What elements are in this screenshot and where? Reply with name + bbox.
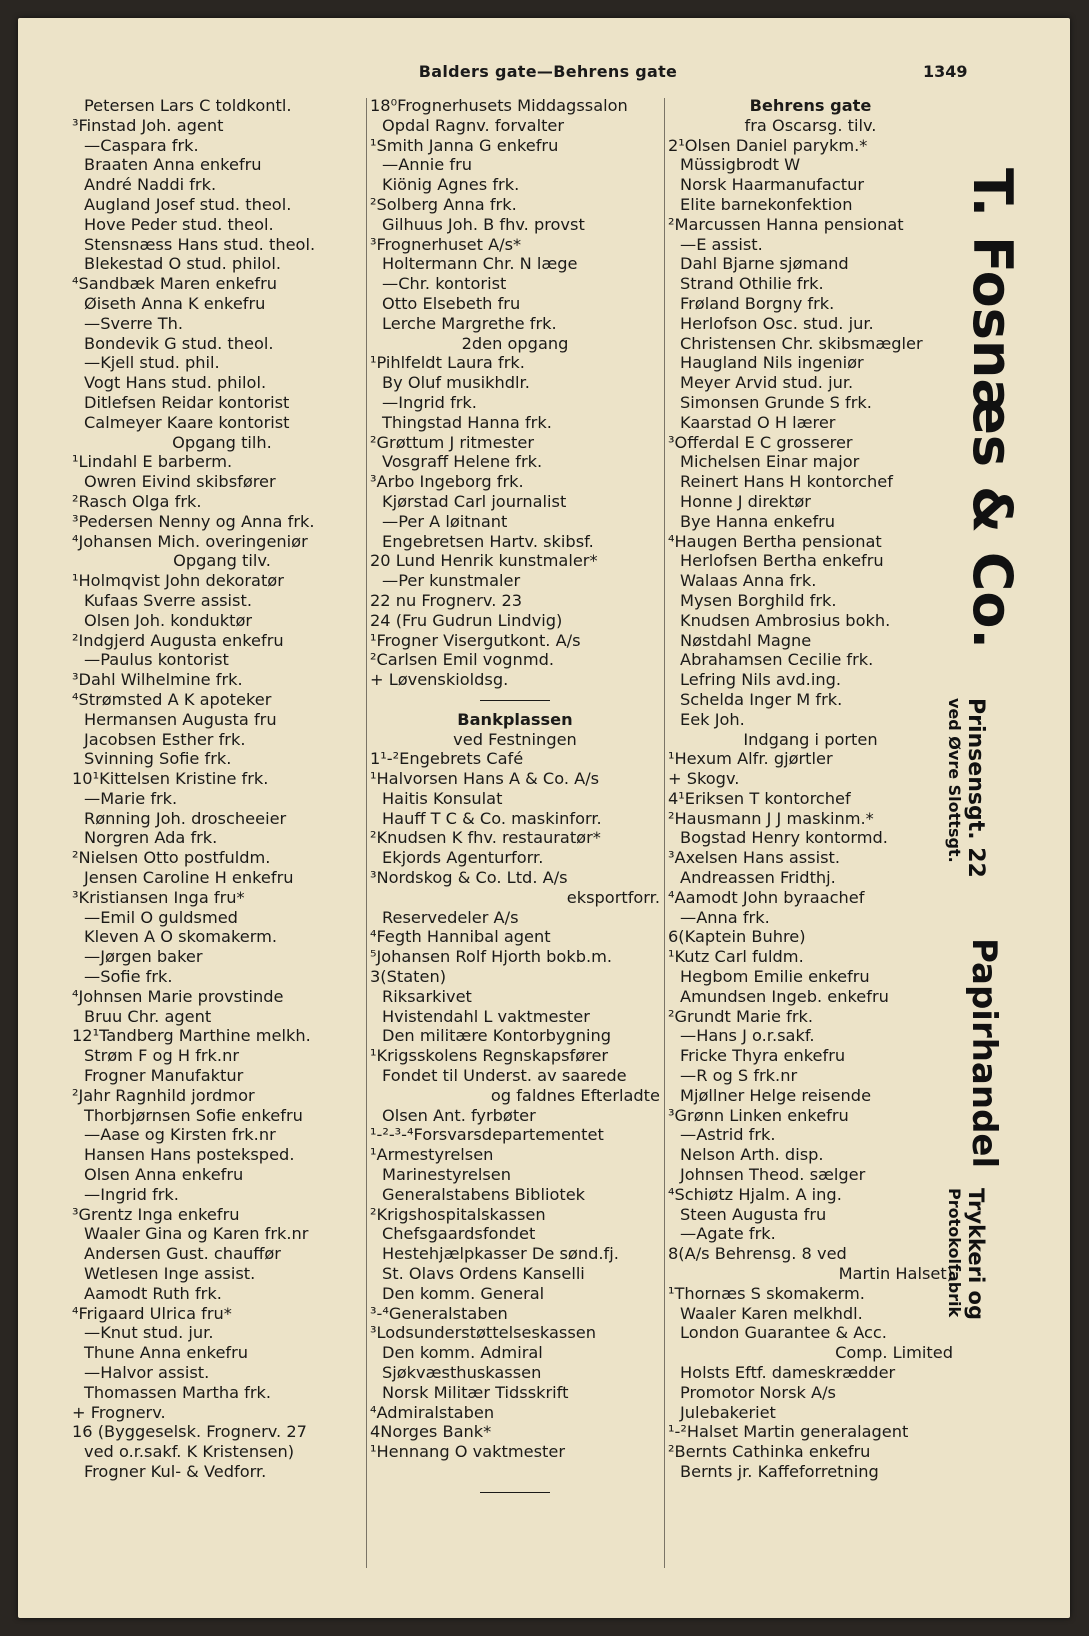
directory-entry: Haugland Nils ingeniør — [680, 353, 864, 373]
directory-entry: ¹Lindahl E barberm. — [72, 452, 233, 472]
directory-entry: 1¹-²Engebrets Café — [370, 749, 524, 769]
directory-entry: Augland Josef stud. theol. — [84, 194, 292, 214]
directory-entry: Olsen Anna enkefru — [84, 1165, 244, 1185]
directory-entry: Norsk Militær Tidsskrift — [382, 1382, 569, 1402]
directory-entry: eksportforr. — [566, 887, 660, 907]
directory-entry: Hestehjælpkasser De sønd.fj. — [382, 1244, 619, 1264]
directory-entry: Fondet til Underst. av saarede — [382, 1066, 627, 1086]
directory-column-1 — [72, 96, 372, 1482]
directory-entry: ¹Smith Janna G enkefru — [370, 135, 559, 155]
directory-entry: Kufaas Sverre assist. — [84, 590, 252, 610]
directory-entry: ⁴Admiralstaben — [370, 1402, 495, 1422]
directory-entry: Frogner Manufaktur — [84, 1066, 244, 1086]
directory-entry: Opgang tilv. — [173, 551, 271, 571]
directory-entry: Vogt Hans stud. philol. — [84, 373, 267, 393]
directory-entry: Generalstabens Bibliotek — [382, 1184, 586, 1204]
directory-entry: Reinert Hans H kontorchef — [680, 472, 893, 492]
directory-entry: Bondevik G stud. theol. — [84, 333, 274, 353]
directory-entry: + Skogv. — [668, 769, 740, 789]
directory-entry: 16 (Byggeselsk. Frognerv. 27 — [72, 1422, 307, 1442]
directory-entry: Waaler Gina og Karen frk.nr — [84, 1224, 309, 1244]
directory-entry: Ditlefsen Reidar kontorist — [84, 392, 290, 412]
directory-entry: Øiseth Anna K enkefru — [84, 293, 266, 313]
directory-entry: —Per A løitnant — [382, 511, 508, 531]
directory-entry: Thune Anna enkefru — [84, 1343, 249, 1363]
directory-entry: Jacobsen Esther frk. — [84, 729, 246, 749]
directory-entry: + Frognerv. — [72, 1402, 166, 1422]
directory-entry: Kiönig Agnes frk. — [382, 175, 520, 195]
directory-entry: Den komm. General — [382, 1283, 545, 1303]
directory-entry: ²Bernts Cathinka enkefru — [668, 1442, 871, 1462]
directory-entry: 3(Staten) — [370, 967, 447, 987]
directory-entry: ³Axelsen Hans assist. — [668, 848, 841, 868]
directory-entry: Thomassen Martha frk. — [84, 1382, 272, 1402]
directory-entry: ¹-²Halset Martin generalagent — [668, 1422, 909, 1442]
directory-entry: 18⁰Frognerhusets Middagssalon — [370, 96, 628, 115]
directory-entry: ⁴Schiøtz Hjalm. A ing. — [668, 1184, 842, 1204]
directory-entry: Walaas Anna frk. — [680, 571, 817, 591]
directory-entry: Promotor Norsk A/s — [680, 1382, 836, 1402]
directory-entry: —Ingrid frk. — [382, 392, 477, 412]
ad-address-line1: Prinsensgt. 22 — [963, 698, 988, 878]
directory-entry: ved o.r.sakf. K Kristensen) — [84, 1442, 295, 1462]
directory-entry: Herlofson Osc. stud. jur. — [680, 313, 874, 333]
directory-entry: ¹Pihlfeldt Laura frk. — [370, 353, 525, 373]
section-heading: Behrens gate — [749, 96, 872, 115]
directory-entry: Wetlesen Inge assist. — [84, 1264, 256, 1284]
directory-entry: 10¹Kittelsen Kristine frk. — [72, 769, 269, 789]
directory-entry: Hermansen Augusta fru — [84, 709, 277, 729]
directory-entry: ³Frognerhuset A/s* — [370, 234, 522, 254]
directory-entry: Opgang tilh. — [172, 432, 272, 452]
directory-entry: —Hans J o.r.sakf. — [680, 1026, 815, 1046]
directory-entry: Lefring Nils avd.ing. — [680, 670, 842, 690]
directory-entry: ²Carlsen Emil vognmd. — [370, 650, 555, 670]
directory-entry: ³Nordskog & Co. Ltd. A/s — [370, 868, 568, 888]
directory-entry: —Sofie frk. — [84, 967, 173, 987]
directory-entry: Jensen Caroline H enkefru — [84, 868, 294, 888]
page-number: 1349 — [923, 62, 968, 81]
ad-company-name: T. Fosnæs & Co. — [961, 168, 1024, 649]
directory-entry: Nøstdahl Magne — [680, 630, 812, 650]
directory-entry: Stensnæss Hans stud. theol. — [84, 234, 316, 254]
directory-entry: —Emil O guldsmed — [84, 907, 238, 927]
directory-entry: Elite barnekonfektion — [680, 194, 853, 214]
ad-address-line2: ved Øvre Slottsgt. — [945, 698, 964, 863]
directory-entry: Holtermann Chr. N læge — [382, 254, 578, 274]
directory-entry: Bogstad Henry kontormd. — [680, 828, 888, 848]
directory-entry: Norgren Ada frk. — [84, 828, 218, 848]
directory-page — [18, 18, 1070, 1618]
directory-entry: Haitis Konsulat — [382, 788, 503, 808]
directory-entry: Abrahamsen Cecilie frk. — [680, 650, 874, 670]
directory-entry: Sjøkvæsthuskassen — [382, 1363, 542, 1382]
directory-entry: ³Pedersen Nenny og Anna frk. — [72, 511, 315, 531]
directory-entry: Ekjords Agenturforr. — [382, 848, 544, 868]
directory-entry: Andreassen Fridthj. — [680, 868, 836, 888]
directory-entry: Indgang i porten — [743, 729, 878, 749]
directory-entry: + Løvenskioldsg. — [370, 670, 509, 690]
directory-entry: Braaten Anna enkefru — [84, 155, 262, 175]
directory-entry: —Caspara frk. — [84, 135, 199, 155]
directory-entry: Otto Elsebeth fru — [382, 293, 521, 313]
directory-entry: Herlofsen Bertha enkefru — [680, 551, 884, 571]
directory-entry: 6(Kaptein Buhre) — [668, 927, 806, 947]
directory-entry: Owren Eivind skibsfører — [84, 472, 276, 492]
directory-entry: Olsen Joh. konduktør — [84, 610, 253, 630]
directory-entry: ²Marcussen Hanna pensionat — [668, 214, 904, 234]
directory-entry: —Marie frk. — [84, 788, 178, 808]
directory-entry: Kaarstad O H lærer — [680, 412, 836, 432]
directory-entry: ⁵Johansen Rolf Hjorth bokb.m. — [370, 947, 613, 967]
directory-entry: Simonsen Grunde S frk. — [680, 392, 872, 412]
section-rule — [370, 690, 660, 710]
directory-entry: og faldnes Efterladte — [490, 1085, 660, 1105]
directory-entry — [370, 1462, 660, 1482]
directory-entry: ⁴Frigaard Ulrica fru* — [72, 1303, 232, 1323]
directory-entry: ²Nielsen Otto postfuldm. — [72, 848, 271, 868]
directory-entry: —Halvor assist. — [84, 1363, 210, 1382]
directory-entry: Hansen Hans posteksped. — [84, 1145, 295, 1165]
directory-entry: ¹-²-³-⁴Forsvarsdepartementet — [370, 1125, 604, 1145]
directory-entry: 8(A/s Behrensg. 8 ved — [668, 1244, 847, 1264]
directory-entry: Bruu Chr. agent — [84, 1006, 212, 1026]
directory-entry: ¹Halvorsen Hans A & Co. A/s — [370, 769, 600, 789]
section-heading: Bankplassen — [457, 709, 573, 729]
directory-entry: ⁴Aamodt John byraachef — [668, 887, 865, 907]
directory-entry: —Sverre Th. — [84, 313, 184, 333]
directory-entry: —E assist. — [680, 234, 763, 254]
directory-entry: Müssigbrodt W — [680, 155, 801, 175]
directory-entry: Aamodt Ruth frk. — [84, 1283, 222, 1303]
directory-entry: Gilhuus Joh. B fhv. provst — [382, 214, 585, 234]
directory-entry: Martin Halset) — [838, 1264, 953, 1284]
directory-entry: Christensen Chr. skibsmægler — [680, 333, 923, 353]
directory-entry: André Naddi frk. — [84, 175, 217, 195]
directory-entry: Reservedeler A/s — [382, 907, 519, 927]
directory-entry: ⁴Fegth Hannibal agent — [370, 927, 551, 947]
directory-entry: Olsen Ant. fyrbøter — [382, 1105, 536, 1125]
directory-entry: —Astrid frk. — [680, 1125, 776, 1145]
directory-entry: Dahl Bjarne sjømand — [680, 254, 849, 274]
directory-entry: ³Grentz Inga enkefru — [72, 1204, 240, 1224]
directory-entry: ²Grundt Marie frk. — [668, 1006, 813, 1026]
directory-entry: Andersen Gust. chauffør — [84, 1244, 281, 1264]
directory-entry: Schelda Inger M frk. — [680, 689, 843, 709]
directory-entry: Amundsen Ingeb. enkefru — [680, 986, 889, 1006]
directory-entry: 20 Lund Henrik kunstmaler* — [370, 551, 598, 571]
directory-entry: Comp. Limited — [835, 1343, 953, 1363]
directory-column-3 — [668, 96, 953, 1482]
directory-entry: Svinning Sofie frk. — [84, 749, 232, 769]
directory-entry: ved Festningen — [453, 729, 577, 749]
directory-entry: ²Grøttum J ritmester — [370, 432, 535, 452]
directory-entry: 4¹Eriksen T kontorchef — [668, 788, 851, 808]
directory-entry: —Knut stud. jur. — [84, 1323, 214, 1343]
ad-business: Papirhandel — [964, 938, 1004, 1169]
directory-entry: Hvistendahl L vaktmester — [382, 1006, 590, 1026]
directory-entry: ¹Kutz Carl fuldm. — [668, 947, 804, 967]
directory-entry: —Jørgen baker — [84, 947, 203, 967]
directory-entry: —Kjell stud. phil. — [84, 353, 220, 373]
directory-entry: By Oluf musikhdlr. — [382, 373, 530, 393]
directory-entry: Holsts Eftf. dameskrædder — [680, 1363, 896, 1382]
directory-entry: ²Jahr Ragnhild jordmor — [72, 1085, 255, 1105]
directory-entry: Mjøllner Helge reisende — [680, 1085, 872, 1105]
directory-entry: Hove Peder stud. theol. — [84, 214, 274, 234]
directory-entry: ¹Frogner Visergutkont. A/s — [370, 630, 581, 650]
directory-entry: 2¹Olsen Daniel parykm.* — [668, 135, 868, 155]
directory-entry: Thorbjørnsen Sofie enkefru — [84, 1105, 303, 1125]
directory-entry: ²Knudsen K fhv. restauratør* — [370, 828, 601, 848]
directory-entry: Rønning Joh. droscheeier — [84, 808, 287, 828]
directory-entry: ²Indgjerd Augusta enkefru — [72, 630, 284, 650]
directory-entry: ³Arbo Ingeborg frk. — [370, 472, 524, 492]
directory-entry: Kjørstad Carl journalist — [382, 491, 567, 511]
directory-entry: Vosgraff Helene frk. — [382, 452, 543, 472]
directory-entry: ¹Krigsskolens Regnskapsfører — [370, 1046, 609, 1066]
directory-entry: Meyer Arvid stud. jur. — [680, 373, 854, 393]
directory-entry: —R og S frk.nr — [680, 1066, 798, 1086]
directory-entry: ³Lodsunderstøttelseskassen — [370, 1323, 597, 1343]
directory-entry: Strand Othilie frk. — [680, 274, 824, 294]
directory-entry: ⁴Johansen Mich. overingeniør — [72, 531, 308, 551]
section-rule — [370, 1482, 660, 1502]
directory-entry: Engebretsen Hartv. skibsf. — [382, 531, 594, 551]
directory-entry: ²Solberg Anna frk. — [370, 194, 517, 214]
directory-column-2 — [370, 96, 660, 1502]
directory-entry: Den militære Kontorbygning — [382, 1026, 612, 1046]
directory-entry: Frogner Kul- & Vedforr. — [84, 1461, 267, 1481]
directory-entry: Chefsgaardsfondet — [382, 1224, 536, 1244]
directory-entry: Lerche Margrethe frk. — [382, 313, 557, 333]
directory-entry: ³Offerdal E C grosserer — [668, 432, 853, 452]
directory-entry: Bernts jr. Kaffeforretning — [680, 1461, 879, 1481]
directory-entry: London Guarantee & Acc. — [680, 1323, 887, 1343]
directory-entry: ¹Armestyrelsen — [370, 1145, 494, 1165]
directory-entry: Honne J direktør — [680, 491, 811, 511]
directory-entry: —Aase og Kirsten frk.nr — [84, 1125, 276, 1145]
directory-entry: Eek Joh. — [680, 709, 745, 729]
directory-entry: ¹Thornæs S skomakerm. — [668, 1283, 865, 1303]
directory-entry: —Anna frk. — [680, 907, 770, 927]
directory-entry: ⁴Johnsen Marie provstinde — [72, 986, 284, 1006]
directory-entry: Frøland Borgny frk. — [680, 293, 835, 313]
ad-business-line3: Protokolfabrik — [945, 1188, 964, 1318]
directory-entry: —Agate frk. — [680, 1224, 776, 1244]
directory-entry: ⁴Haugen Bertha pensionat — [668, 531, 882, 551]
directory-entry: ³-⁴Generalstaben — [370, 1303, 508, 1323]
directory-entry: Blekestad O stud. philol. — [84, 254, 282, 274]
advertisement-vertical — [945, 168, 1050, 1418]
directory-entry: —Annie fru — [382, 155, 472, 175]
directory-entry: Waaler Karen melkhdl. — [680, 1303, 863, 1323]
directory-entry: ²Hausmann J J maskinm.* — [668, 808, 874, 828]
directory-entry: Marinestyrelsen — [382, 1165, 512, 1185]
directory-entry: ¹Hexum Alfr. gjørtler — [668, 749, 833, 769]
directory-entry: ³Finstad Joh. agent — [72, 115, 224, 135]
directory-entry: fra Oscarsg. tilv. — [744, 115, 877, 135]
ad-business-line2: Trykkeri og — [964, 1188, 988, 1320]
directory-entry: 4Norges Bank* — [370, 1422, 492, 1442]
directory-entry: Thingstad Hanna frk. — [382, 412, 552, 432]
directory-entry: Strøm F og H frk.nr — [84, 1046, 239, 1066]
directory-entry: 12¹Tandberg Marthine melkh. — [72, 1026, 311, 1046]
directory-entry: St. Olavs Ordens Kanselli — [382, 1264, 585, 1284]
directory-entry: Kleven A O skomakerm. — [84, 927, 277, 947]
directory-entry: —Ingrid frk. — [84, 1184, 179, 1204]
directory-entry: Petersen Lars C toldkontl. — [84, 96, 292, 115]
directory-entry: 22 nu Frognerv. 23 — [370, 590, 523, 610]
directory-entry: ¹Holmqvist John dekoratør — [72, 571, 284, 591]
directory-entry: Norsk Haarmanufactur — [680, 175, 864, 195]
column-divider — [664, 98, 665, 1568]
directory-entry: ³Kristiansen Inga fru* — [72, 887, 245, 907]
directory-entry: Den komm. Admiral — [382, 1343, 543, 1363]
directory-entry: ³Dahl Wilhelmine frk. — [72, 670, 243, 690]
directory-entry: Hegbom Emilie enkefru — [680, 967, 870, 987]
directory-entry: —Paulus kontorist — [84, 650, 229, 670]
page-title: Balders gate—Behrens gate — [418, 62, 678, 81]
directory-entry: Calmeyer Kaare kontorist — [84, 412, 290, 432]
directory-entry: Julebakeriet — [680, 1402, 776, 1422]
directory-entry: Mysen Borghild frk. — [680, 590, 837, 610]
directory-entry: Nelson Arth. disp. — [680, 1145, 824, 1165]
directory-entry: Bye Hanna enkefru — [680, 511, 836, 531]
directory-entry: ¹Hennang O vaktmester — [370, 1442, 565, 1462]
directory-entry: ²Rasch Olga frk. — [72, 491, 202, 511]
directory-entry: Johnsen Theod. sælger — [680, 1165, 866, 1185]
column-divider — [366, 98, 367, 1568]
directory-entry: —Per kunstmaler — [382, 571, 521, 591]
directory-entry: ⁴Strømsted A K apoteker — [72, 689, 272, 709]
directory-entry: Riksarkivet — [382, 986, 472, 1006]
directory-entry: —Chr. kontorist — [382, 274, 507, 294]
directory-entry: Opdal Ragnv. forvalter — [382, 115, 565, 135]
directory-entry: ⁴Sandbæk Maren enkefru — [72, 274, 278, 294]
directory-entry: Fricke Thyra enkefru — [680, 1046, 846, 1066]
directory-entry: 2den opgang — [461, 333, 569, 353]
directory-entry: 24 (Fru Gudrun Lindvig) — [370, 610, 563, 630]
directory-entry: ³Grønn Linken enkefru — [668, 1105, 849, 1125]
directory-entry: ²Krigshospitalskassen — [370, 1204, 546, 1224]
directory-entry: Knudsen Ambrosius bokh. — [680, 610, 891, 630]
directory-entry: Hauff T C & Co. maskinforr. — [382, 808, 602, 828]
directory-entry: Michelsen Einar major — [680, 452, 860, 472]
directory-entry: Steen Augusta fru — [680, 1204, 827, 1224]
